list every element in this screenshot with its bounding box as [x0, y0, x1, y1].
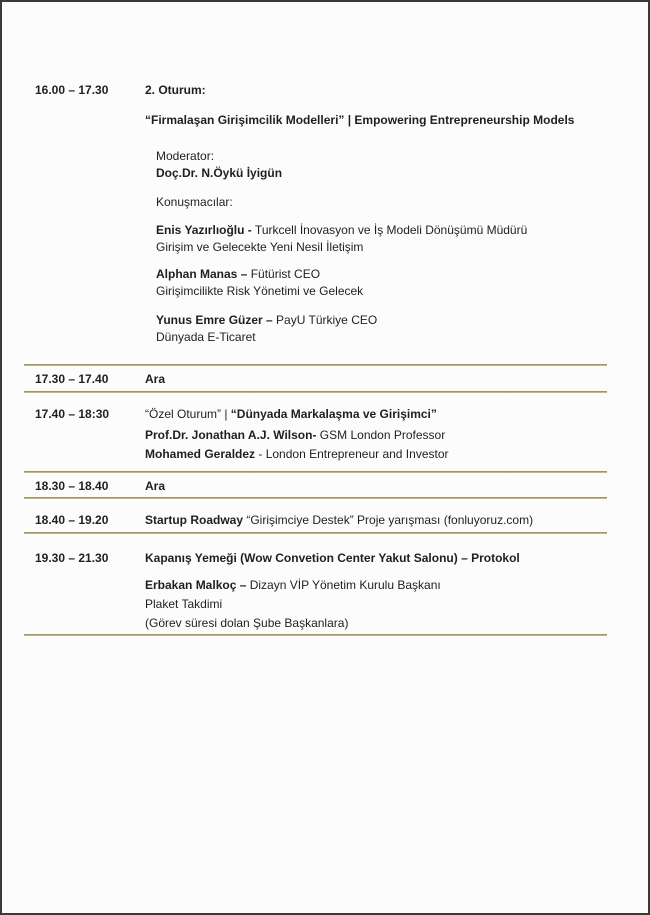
speaker-name: Prof.Dr. Jonathan A.J. Wilson-: [145, 428, 317, 442]
startup-roadway-time-slot: 18.40 – 19.20: [35, 513, 109, 527]
speaker-role: - London Entrepreneur and Investor: [255, 447, 449, 461]
plaket-line: Plaket Takdimi: [145, 597, 223, 611]
speaker-line: [145, 427, 648, 444]
session2-heading: 2. Oturum:: [145, 83, 206, 97]
gorev-line: (Görev süresi dolan Şube Başkanlara): [145, 616, 349, 630]
closing-dinner-heading: Kapanış Yemeği (Wow Convetion Center Yakut Salonu) – Protokol: [145, 551, 520, 565]
startup-roadway-title-bold: Startup Roadway: [145, 513, 244, 527]
speaker-role: GSM London Professor: [316, 428, 446, 442]
speaker-line: [145, 446, 648, 463]
startup-roadway-title-regular: “Girişimciye Destek” Proje yarışması (fonluyoruz.com): [243, 513, 534, 527]
speaker-name: Enis Yazırlıoğlu -: [156, 223, 252, 237]
moderator-label-row: [2, 148, 648, 165]
session2-title: “Firmalaşan Girişimcilik Modelleri” | Empowering Entrepreneurship Models: [145, 113, 575, 127]
special-session-title-bold: “Dünyada Markalaşma ve Girişimci”: [230, 407, 437, 421]
speaker-line: [145, 577, 648, 594]
session2-title-row: [2, 112, 648, 129]
speaker-topic: Girişim ve Gelecekte Yeni Nesil İletişim: [156, 240, 364, 254]
speaker-row: [2, 577, 648, 594]
speaker-line: [145, 222, 648, 239]
separator-line: [24, 634, 607, 636]
speaker-row: [2, 222, 648, 239]
closing-dinner-time-slot: 19.30 – 21.30: [35, 551, 109, 565]
break-label: Ara: [145, 479, 166, 493]
speakers-label-row: [2, 194, 648, 211]
break-row: [2, 478, 648, 495]
speaker-line: [145, 266, 648, 283]
special-session-row: [2, 406, 648, 423]
speaker-topic-row: [2, 283, 648, 300]
speaker-row: [2, 312, 648, 329]
separator-line: [24, 391, 607, 393]
session2-time-slot: 16.00 – 17.30: [35, 83, 109, 97]
speaker-name: Alphan Manas –: [156, 267, 248, 281]
special-session-title-regular: “Özel Oturum” |: [145, 407, 231, 421]
speaker-role: PayU Türkiye CEO: [272, 313, 378, 327]
break-time-slot: 17.30 – 17.40: [35, 372, 109, 386]
moderator-name-row: [2, 165, 648, 182]
moderator-name: Doç.Dr. N.Öykü İyigün: [156, 166, 283, 180]
separator-line: [24, 532, 607, 534]
session2-heading-row: [2, 82, 648, 99]
speaker-role: Turkcell İnovasyon ve İş Modeli Dönüşümü Müdürü: [251, 223, 528, 237]
speaker-topic-row: [2, 239, 648, 256]
separator-line: [24, 364, 607, 366]
speaker-role: Fütürist CEO: [247, 267, 321, 281]
speaker-name: Mohamed Geraldez: [145, 447, 256, 461]
separator-line: [24, 471, 607, 473]
speaker-topic: Girişimcilikte Risk Yönetimi ve Gelecek: [156, 284, 364, 298]
gorev-row: [2, 615, 648, 632]
speaker-name: Erbakan Malkoç –: [145, 578, 247, 592]
special-session-title: [145, 406, 648, 423]
speaker-role: Dizayn VİP Yönetim Kurulu Başkanı: [246, 578, 441, 592]
special-session-time-slot: 17.40 – 18:30: [35, 407, 110, 421]
separator-line: [24, 497, 607, 499]
speaker-row: [2, 427, 648, 444]
moderator-label: Moderator:: [156, 149, 215, 163]
plaket-row: [2, 596, 648, 613]
break-row: [2, 371, 648, 388]
speakers-label: Konuşmacılar:: [156, 195, 233, 209]
startup-roadway-title: [145, 512, 648, 529]
break-time-slot: 18.30 – 18.40: [35, 479, 109, 493]
startup-roadway-row: [2, 512, 648, 529]
speaker-topic: Dünyada E-Ticaret: [156, 330, 256, 344]
speaker-topic-row: [2, 329, 648, 346]
speaker-row: [2, 266, 648, 283]
speaker-line: [145, 312, 648, 329]
closing-dinner-row: [2, 550, 648, 567]
speaker-name: Yunus Emre Güzer –: [156, 313, 273, 327]
break-label: Ara: [145, 372, 166, 386]
speaker-row: [2, 446, 648, 463]
